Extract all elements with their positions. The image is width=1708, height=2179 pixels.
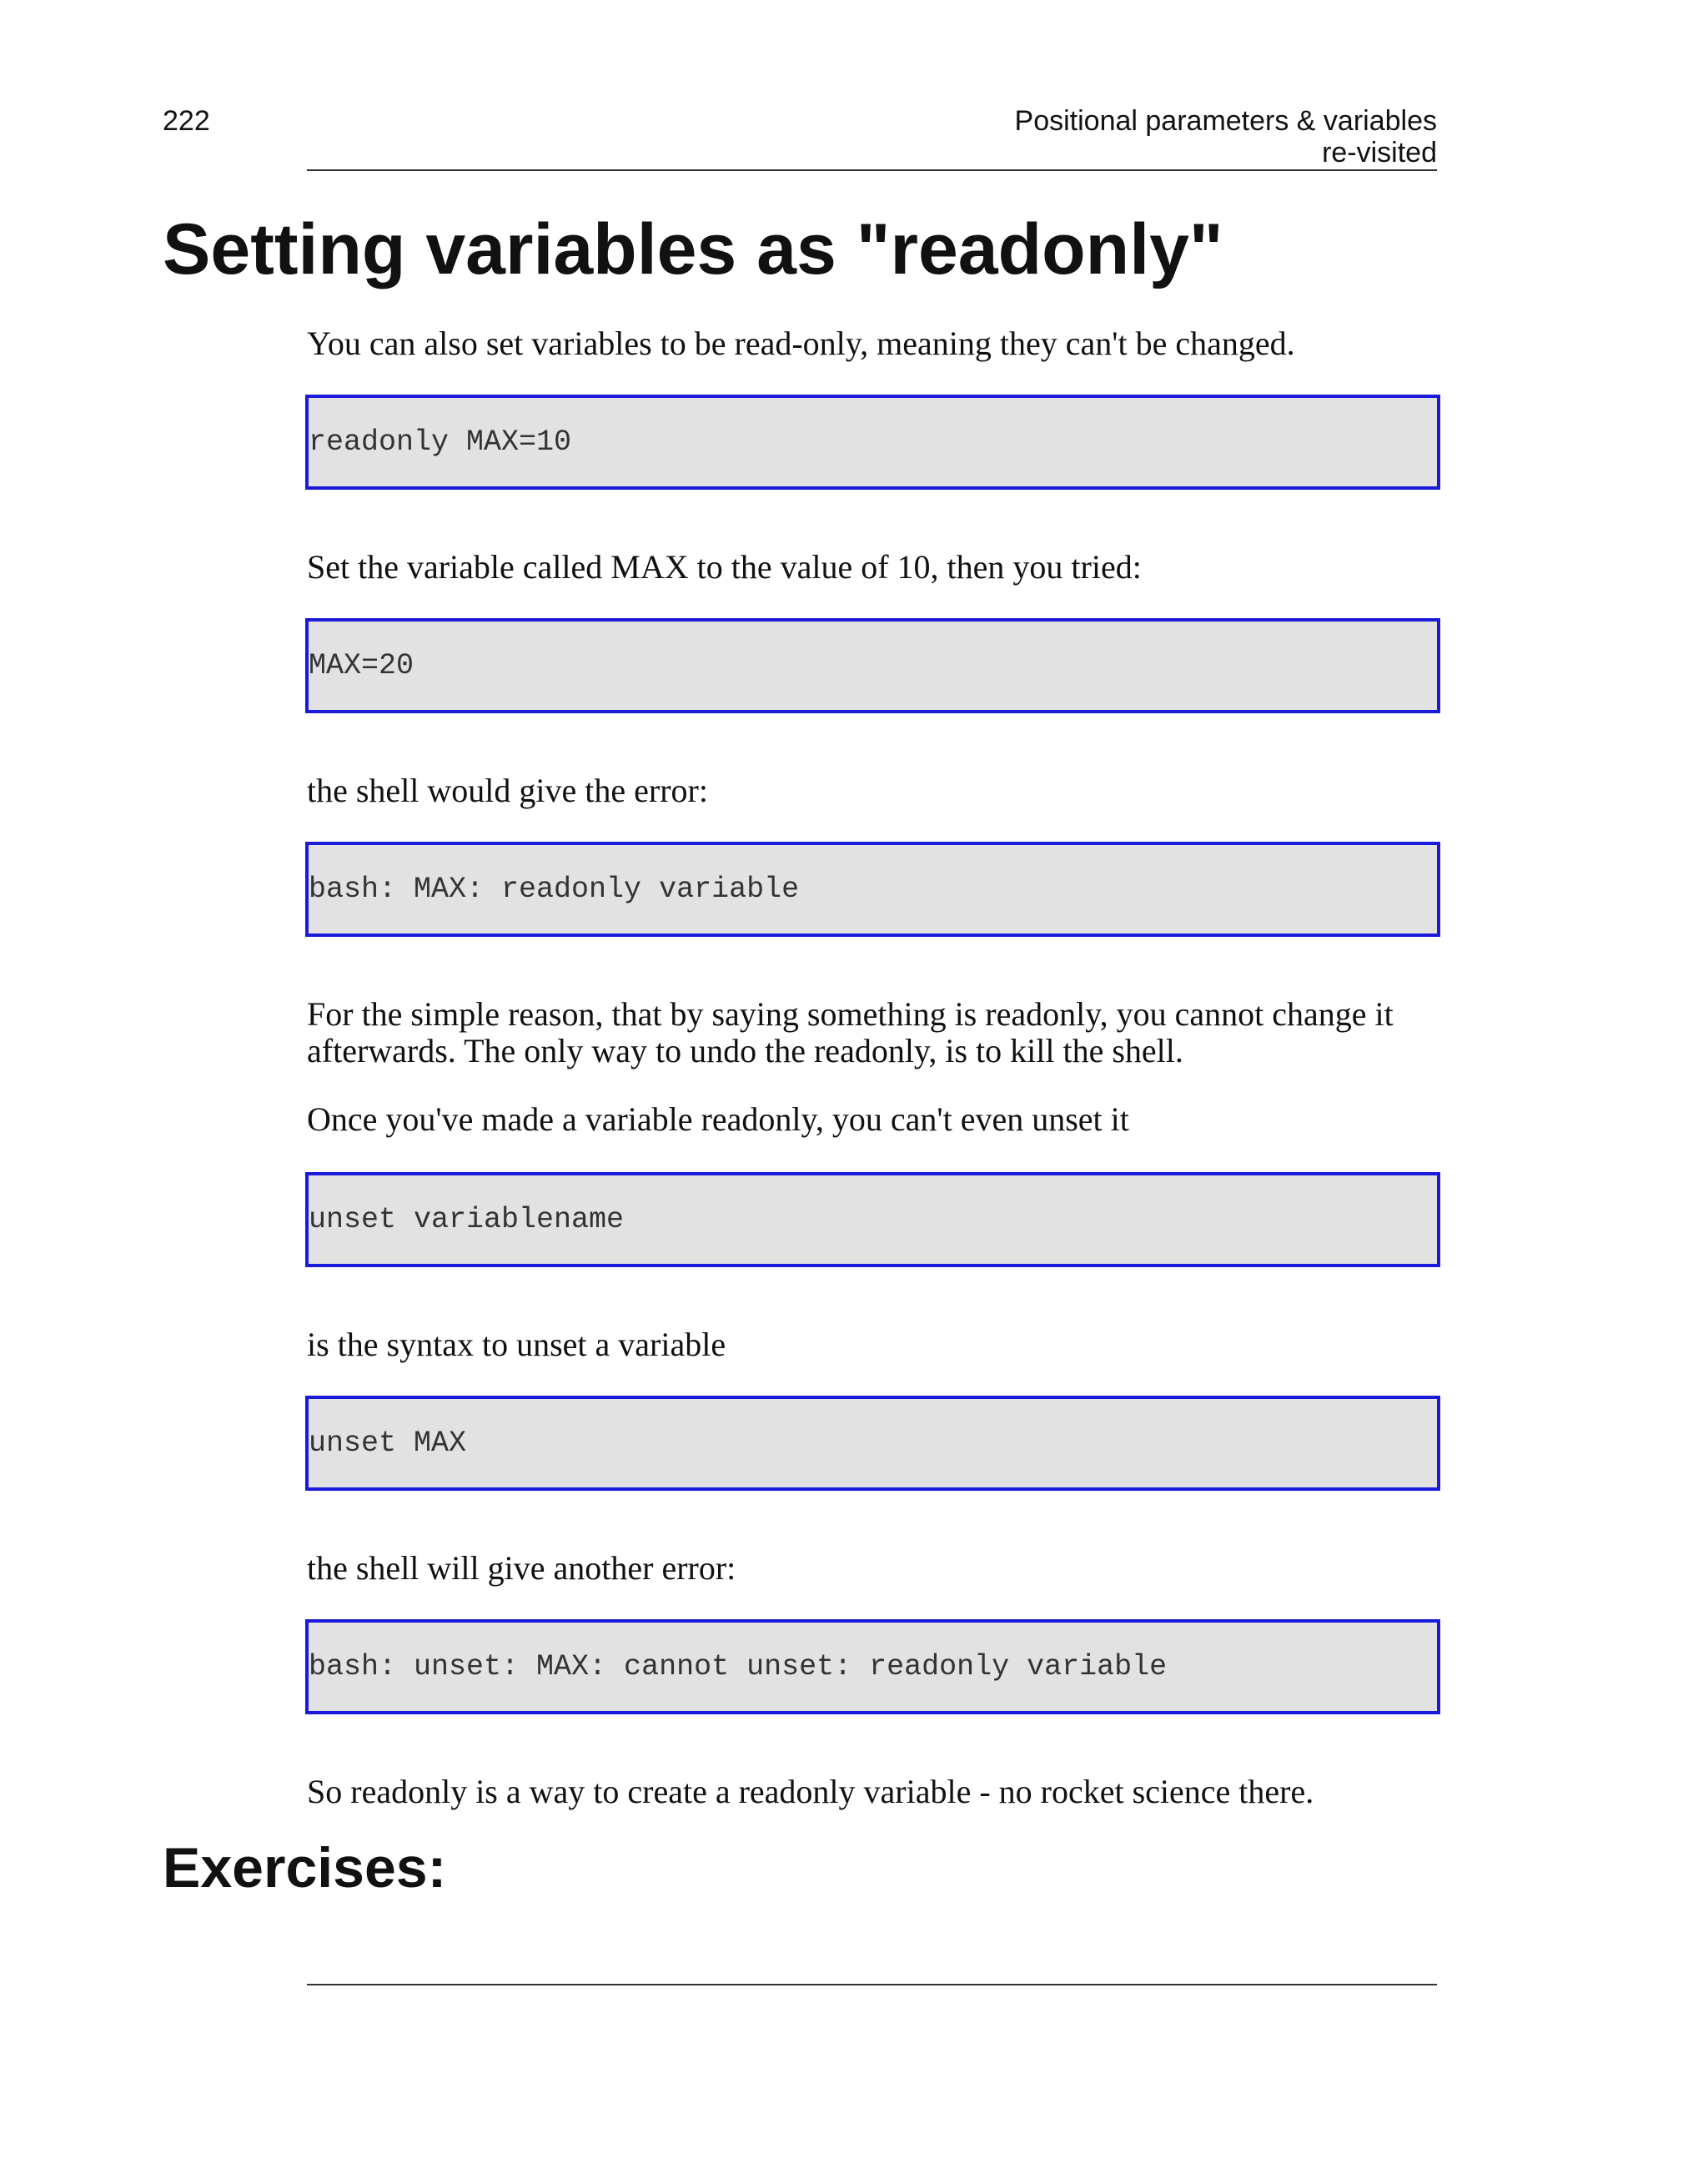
paragraph-error-intro: the shell would give the error: [307, 772, 708, 809]
code-text: unset variablename [309, 1203, 625, 1236]
paragraph-syntax: is the syntax to unset a variable [307, 1326, 726, 1363]
running-header [1015, 105, 1437, 169]
code-block-assign [305, 618, 1440, 713]
running-header-line-1: Positional parameters & variables [1014, 105, 1437, 137]
paragraph-intro: You can also set variables to be read-only, meaning they can't be changed. [307, 325, 1295, 362]
paragraph-conclusion: So readonly is a way to create a readonly variable - no rocket science there. [307, 1773, 1314, 1810]
exercises-title: Exercises: [163, 1836, 447, 1900]
page-number: 222 [163, 105, 210, 137]
code-block-unset-max [305, 1396, 1440, 1491]
code-block-unset-error [305, 1619, 1440, 1714]
paragraph-another-error: the shell will give another error: [307, 1549, 736, 1587]
code-text: MAX=20 [309, 649, 414, 682]
paragraph-unset-intro: Once you've made a variable readonly, you can't even unset it [307, 1100, 1129, 1138]
code-block-unset-syntax [305, 1172, 1440, 1267]
code-text: bash: MAX: readonly variable [309, 873, 800, 906]
header-rule [307, 169, 1437, 171]
paragraph-reason: For the simple reason, that by saying something is readonly, you cannot change it afterwards. The only way to undo the readonly, is to kill the shell. [307, 995, 1394, 1069]
code-block-readonly [305, 395, 1440, 490]
running-header-line-2: re-visited [1322, 137, 1437, 169]
code-text: bash: unset: MAX: cannot unset: readonly variable [309, 1650, 1168, 1683]
code-text: unset MAX [309, 1427, 467, 1460]
paragraph-set-max: Set the variable called MAX to the value of 10, then you tried: [307, 548, 1142, 586]
code-text: readonly MAX=10 [309, 425, 572, 459]
section-title: Setting variables as "readonly" [163, 209, 1223, 289]
footer-rule [307, 1984, 1437, 1985]
code-block-error [305, 842, 1440, 937]
